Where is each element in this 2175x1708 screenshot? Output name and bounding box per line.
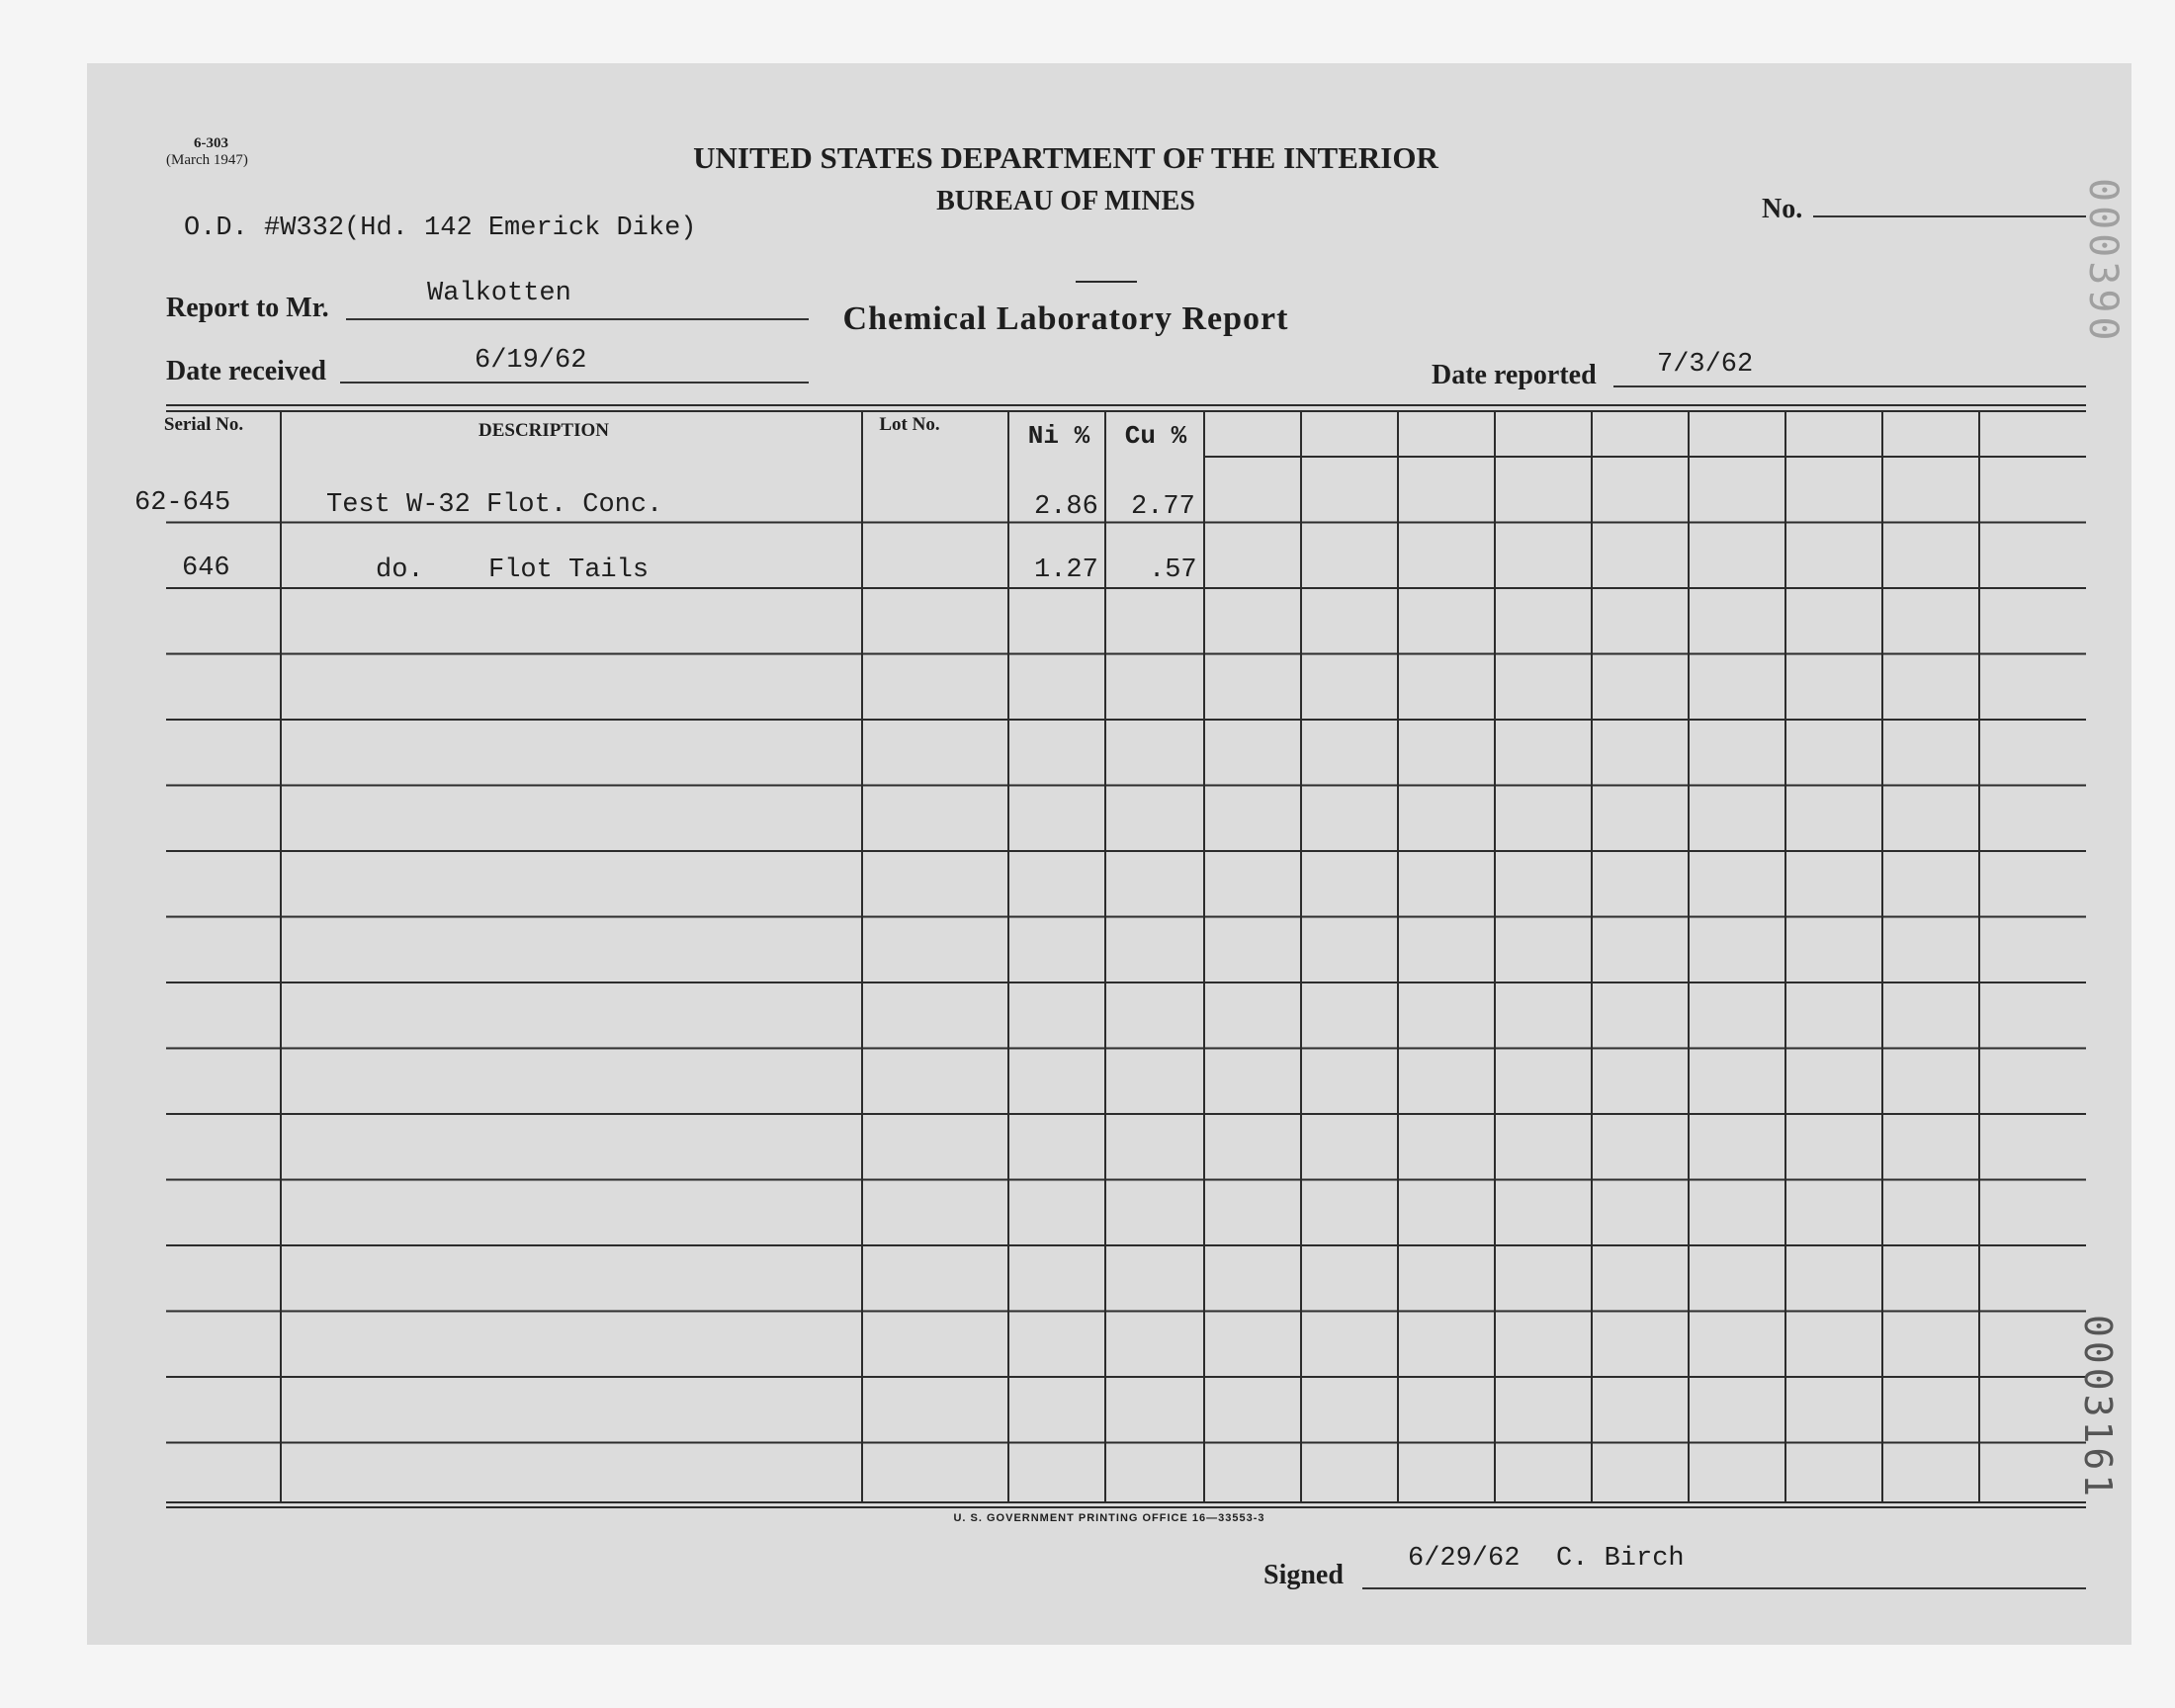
row-1-description: Test W-32 Flot. Conc.: [326, 490, 663, 520]
row-2-serial: 646: [182, 554, 230, 583]
bureau-heading: BUREAU OF MINES: [936, 186, 1195, 216]
page-stamp-bottom: 0003161: [2076, 1315, 2120, 1501]
department-heading: UNITED STATES DEPARTMENT OF THE INTERIOR: [693, 140, 1438, 175]
row-2-ditto: do.: [376, 555, 424, 585]
row-2-cu: .57: [1149, 555, 1197, 585]
number-label: No.: [1762, 194, 1803, 224]
signed-name: C. Birch: [1556, 1544, 1685, 1574]
form-revision-date: (March 1947): [166, 152, 248, 168]
report-to-label: Report to Mr.: [166, 293, 329, 323]
row-1-serial: 62-645: [134, 488, 231, 518]
date-received-label: Date received: [166, 356, 326, 386]
printing-office-line: U. S. GOVERNMENT PRINTING OFFICE 16—33553-3: [953, 1512, 1265, 1524]
header-serial-no: Serial No.: [163, 414, 244, 435]
page-stamp-top: 000390: [2080, 178, 2126, 345]
report-to-value: Walkotten: [427, 279, 571, 308]
header-ni-pct: Ni %: [1027, 421, 1090, 451]
form-number: 6-303: [194, 135, 228, 151]
signature-line: [1362, 1587, 2086, 1589]
report-table-grid: [87, 63, 2132, 1645]
row-1-ni: 2.86: [1034, 492, 1098, 522]
header-description: DESCRIPTION: [478, 420, 609, 441]
report-sheet: [87, 63, 2132, 1645]
date-received-value: 6/19/62: [475, 346, 587, 376]
od-line: O.D. #W332(Hd. 142 Emerick Dike): [184, 214, 697, 243]
row-1-cu: 2.77: [1131, 492, 1195, 522]
row-2-ni: 1.27: [1034, 555, 1098, 585]
date-reported-value: 7/3/62: [1657, 350, 1754, 380]
signed-label: Signed: [1263, 1560, 1344, 1590]
report-title: Chemical Laboratory Report: [842, 300, 1289, 337]
signed-date: 6/29/62: [1408, 1544, 1521, 1574]
row-2-description: Flot Tails: [488, 555, 650, 585]
header-cu-pct: Cu %: [1124, 421, 1187, 451]
header-lot-no: Lot No.: [879, 414, 940, 435]
date-reported-label: Date reported: [1432, 360, 1597, 390]
